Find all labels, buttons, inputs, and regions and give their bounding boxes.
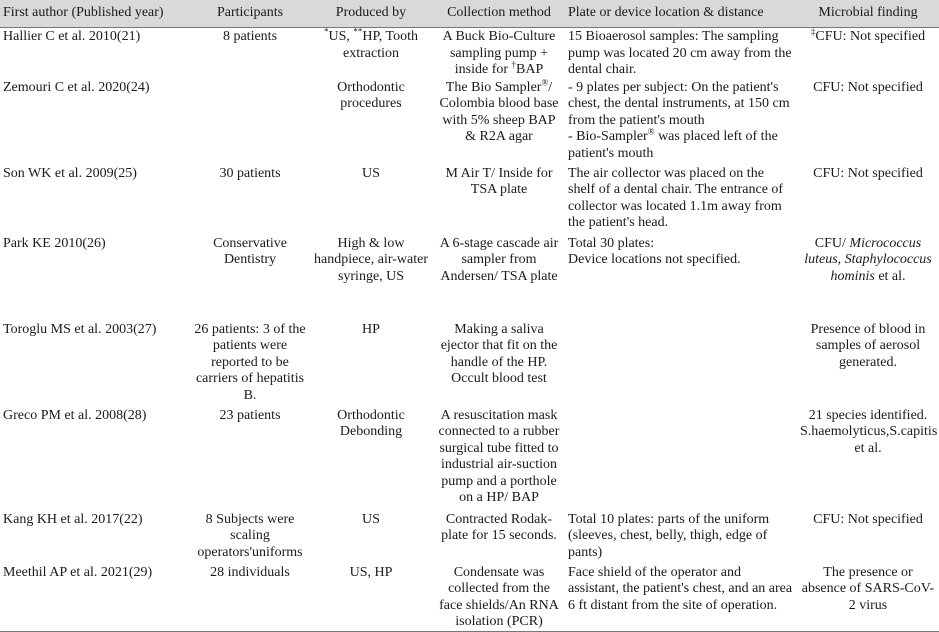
cell-participants: 30 patients xyxy=(219,165,281,181)
cell-author: Zemouri C et al. 2020(24) xyxy=(3,79,150,95)
table-row xyxy=(0,235,939,321)
cell-text: A Buck Bio-Culture sampling pump + inside for xyxy=(442,29,556,77)
cell-participants: 26 patients: 3 of the patients were reported to be carriers of hepatitis B. xyxy=(194,321,306,403)
cell-text: - Bio-Sampler xyxy=(568,129,648,144)
cell-text: CFU/ xyxy=(814,235,850,251)
header-collection-method: Collection method xyxy=(433,0,565,28)
cell-author: Hallier C et al. 2010(21) xyxy=(3,29,141,44)
cell-participants: 8 patients xyxy=(222,29,278,44)
cell-text: was placed left of the patient's mouth xyxy=(568,129,778,161)
table-row xyxy=(0,79,939,165)
cell-collection-method xyxy=(433,28,565,79)
cell-finding: The presence or absence of SARS-CoV-2 virus xyxy=(797,564,939,632)
cell-collection-method: Making a saliva ejector that fit on the handle of the HP. Occult blood test xyxy=(440,321,558,386)
cell-text: , xyxy=(837,252,845,267)
cell-participants: Conservative Dentistry xyxy=(213,235,287,267)
cell-collection-method: M Air T/ Inside for TSA plate xyxy=(445,165,553,197)
table-row xyxy=(0,511,939,564)
cell-text: / Colombia blood base with 5% sheep BAP & R2A agar xyxy=(439,79,559,144)
footnote-mark: ** xyxy=(353,26,363,37)
cell-location xyxy=(565,321,797,407)
cell-collection-method: A 6-stage cascade air sampler from Andersen/ TSA plate xyxy=(439,235,559,284)
cell-location xyxy=(565,235,797,321)
footnote-mark: † xyxy=(511,59,517,70)
cell-produced-by: US xyxy=(362,511,380,527)
cell-text: et al. xyxy=(874,268,906,284)
header-location: Plate or device location & distance xyxy=(565,0,797,28)
species-name: Staphylococcus hominis xyxy=(830,252,932,284)
cell-participants: 28 individuals xyxy=(191,564,309,632)
cell-finding: CFU: Not specified xyxy=(813,165,923,181)
table-row xyxy=(0,165,939,235)
footnote-mark: ® xyxy=(647,126,655,137)
footnote-mark: ® xyxy=(541,76,549,87)
cell-finding: 21 species identified. S.haemolyticus,S.capitis et al. xyxy=(800,407,938,456)
header-participants: Participants xyxy=(191,0,309,28)
cell-collection-method: Contracted Rodak-plate for 15 seconds. xyxy=(441,511,557,543)
cell-text-line xyxy=(568,126,794,162)
cell-location: 15 Bioaerosol samples: The sampling pump was located 20 cm away from the dental chair. xyxy=(568,29,792,77)
cell-text: CFU: Not specified xyxy=(815,29,926,44)
cell-participants xyxy=(191,79,309,165)
cell-text: The Bio Sampler xyxy=(445,79,542,95)
cell-author: Greco PM et al. 2008(28) xyxy=(3,407,147,423)
header-row xyxy=(0,0,939,28)
cell-location: Face shield of the operator and assistant, the patient's chest, and an area 6 ft distant from the site of operation. xyxy=(565,564,797,632)
cell-location xyxy=(565,79,797,165)
cell-finding xyxy=(797,28,939,79)
table-row xyxy=(0,321,939,407)
cell-collection-method: Condensate was collected from the face shields/An RNA isolation (PCR) xyxy=(433,564,565,632)
footnote-mark: * xyxy=(324,26,329,37)
cell-produced-by: Orthodontic Debonding xyxy=(337,407,405,439)
cell-author: Park KE 2010(26) xyxy=(3,235,106,251)
cell-text: Total 30 plates: xyxy=(568,235,655,251)
cell-participants: 23 patients xyxy=(219,407,281,423)
footnote-mark: ‡ xyxy=(810,26,816,37)
cell-text: Device locations not specified. xyxy=(568,252,741,267)
cell-author: Son WK et al. 2009(25) xyxy=(3,165,137,181)
cell-finding: CFU: Not specified xyxy=(813,511,923,527)
cell-text: - 9 plates per subject: On the patient's chest, the dental instruments, at 150 cm from the patient's mouth xyxy=(568,79,790,128)
cell-author: Toroglu MS et al. 2003(27) xyxy=(3,321,157,337)
cell-produced-by xyxy=(309,28,433,79)
cell-text: US, xyxy=(328,29,354,44)
cell-produced-by: Orthodontic procedures xyxy=(337,79,405,111)
cell-produced-by: US, HP xyxy=(309,564,433,632)
table-row xyxy=(0,407,939,511)
cell-author: Meethil AP et al. 2021(29) xyxy=(0,564,191,632)
header-author: First author (Published year) xyxy=(0,0,191,28)
cell-collection-method: A resuscitation mask connected to a rubber surgical tube fitted to industrial air-suction pump and a porthole on a HP/ BAP xyxy=(438,407,560,505)
table-row xyxy=(0,564,939,632)
header-produced-by: Produced by xyxy=(309,0,433,28)
table-header xyxy=(0,0,939,28)
cell-text: HP, Tooth extraction xyxy=(343,29,418,61)
table-body xyxy=(0,28,939,632)
cell-produced-by: HP xyxy=(362,321,380,337)
cell-finding: Presence of blood in samples of aerosol generated. xyxy=(810,321,926,370)
table-row xyxy=(0,28,939,79)
cell-location: Total 10 plates: parts of the uniform (sleeves, chest, belly, thigh, edge of pants) xyxy=(568,511,770,560)
cell-text: BAP xyxy=(516,62,544,77)
cell-finding: CFU: Not specified xyxy=(813,79,923,95)
cell-location xyxy=(565,407,797,511)
species-name: Micrococcus luteus xyxy=(804,235,922,267)
cell-collection-method xyxy=(433,76,565,165)
cell-produced-by: High & low handpiece, air-water syringe, US xyxy=(314,235,428,284)
cell-author: Kang KH et al. 2017(22) xyxy=(3,511,143,527)
cell-location: The air collector was placed on the shelf of a dental chair. The entrance of collector was located 1.1m away from the patient's head. xyxy=(568,165,784,230)
cell-produced-by: US xyxy=(362,165,380,181)
header-microbial-finding: Microbial finding xyxy=(797,0,939,28)
cell-participants: 8 Subjects were scaling operators'uniforms xyxy=(197,511,303,560)
cell-finding xyxy=(797,235,939,321)
